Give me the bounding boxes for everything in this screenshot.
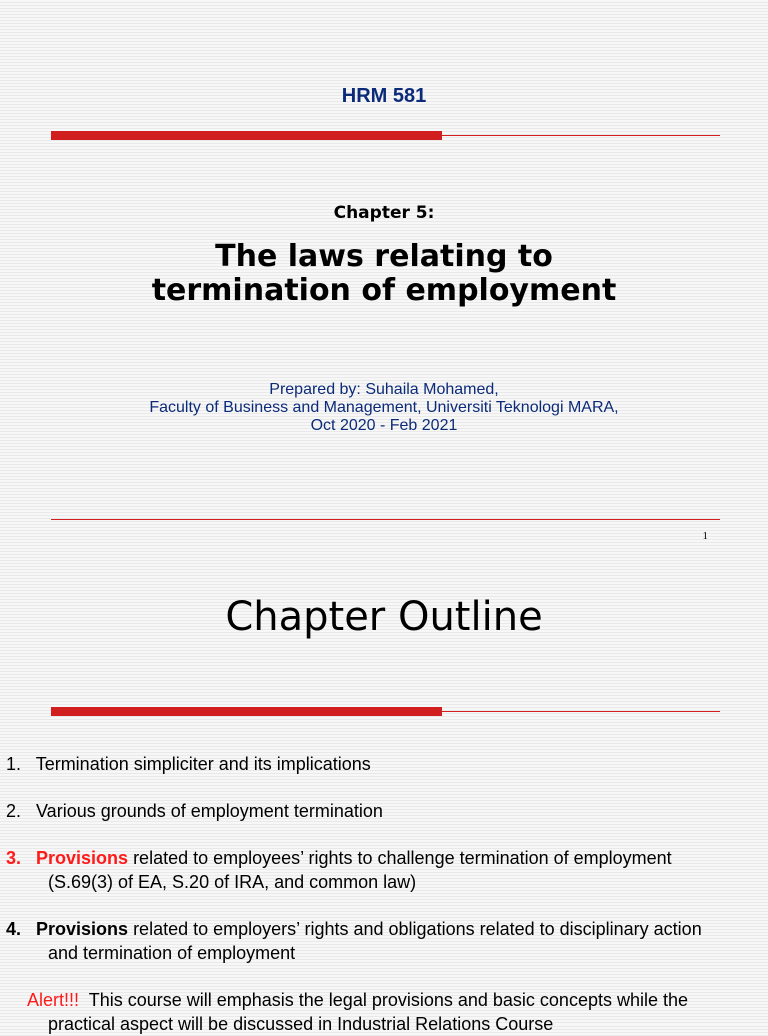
outline-divider (51, 706, 720, 717)
divider-thick-bar (51, 707, 442, 716)
item-text: Various grounds of employment termination (36, 801, 383, 821)
list-item: 2. Various grounds of employment termination (6, 801, 383, 821)
outline-title: Chapter Outline (225, 594, 543, 640)
course-code: HRM 581 (341, 85, 427, 107)
alert-text: This course will emphasis the legal provisions and basic concepts while the practical aspect will be discussed in Industrial Relations Course (48, 990, 689, 1034)
item-text: Termination simpliciter and its implications (35, 754, 371, 774)
divider-thick-bar (51, 131, 442, 140)
chapter-label: Chapter 5: (333, 203, 435, 223)
faculty-line: Faculty of Business and Management, Universiti Teknologi MARA, (149, 399, 619, 416)
item-text: related to employers’ rights and obligations related to disciplinary action and termination of employment (48, 919, 702, 963)
session-line: Oct 2020 - Feb 2021 (310, 417, 458, 434)
title-line-1: The laws relating to (215, 239, 553, 274)
page-number: 1 (702, 530, 708, 542)
list-item: 1. Termination simpliciter and its implications (6, 754, 371, 774)
item-keyword: Provisions (36, 848, 129, 868)
list-item: 4. Provisions related to employers’ rights and obligations related to disciplinary action and termination of employment (6, 919, 702, 963)
slide-title (0, 240, 768, 308)
outline-slide (0, 540, 768, 1034)
outline-list (6, 752, 727, 1036)
item-text: related to employees’ rights to challenge termination of employment (S.69(3) of EA, S.20 of IRA, and common law) (48, 848, 672, 892)
alert-label: Alert!!! (27, 990, 80, 1010)
prepared-by: Prepared by: Suhaila Mohamed, (269, 381, 499, 398)
credits (0, 381, 768, 435)
item-keyword: Provisions (36, 919, 129, 939)
title-line-2: termination of employment (151, 273, 617, 308)
list-item: 3. Provisions related to employees’ rights to challenge termination of employment (S.69(3) of EA, S.20 of IRA, and common law) (6, 848, 672, 892)
title-divider (51, 130, 720, 141)
footer-divider (51, 519, 720, 520)
alert-note (27, 988, 727, 1036)
